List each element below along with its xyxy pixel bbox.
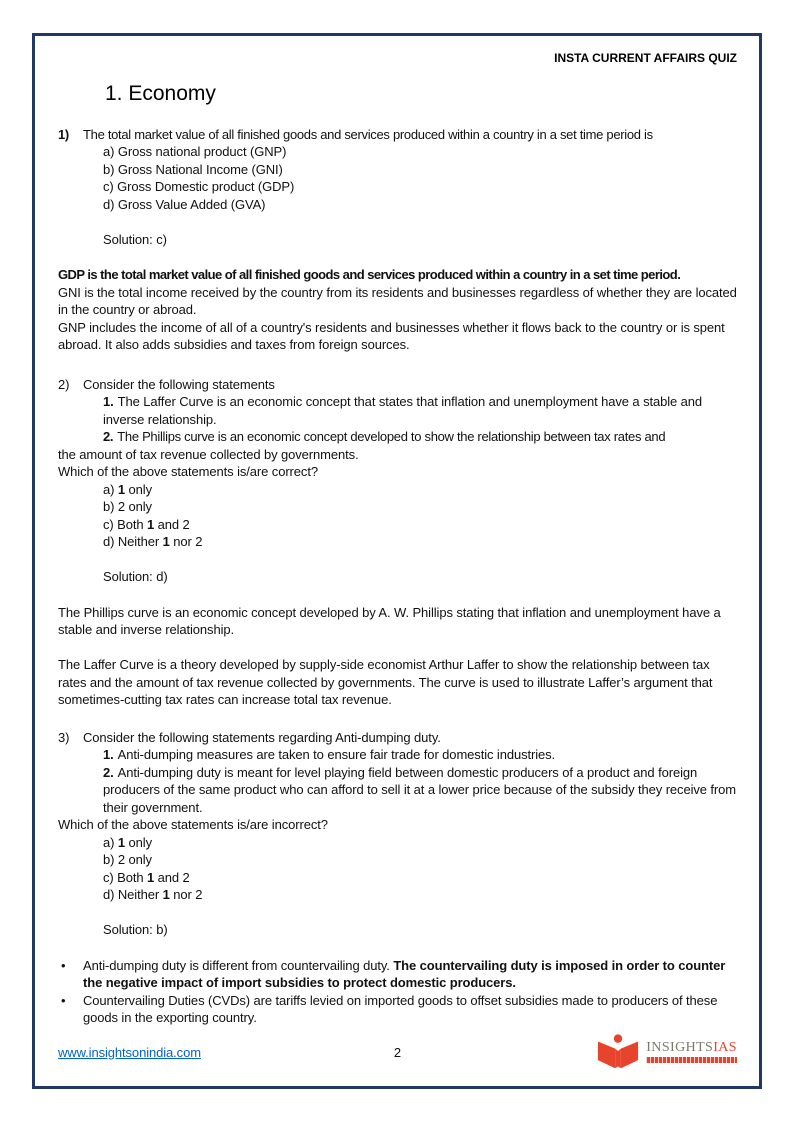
statement-2-number: 2. — [103, 429, 114, 444]
option-text: and 2 — [154, 869, 190, 885]
question-2-solution: Solution: d) — [103, 569, 168, 584]
question-1-number: 1) — [58, 126, 69, 142]
option-bold: 1 — [162, 534, 170, 549]
question-2-statement-2-line-1 — [58, 428, 737, 446]
explanation-2-phillips: The Phillips curve is an economic concept developed by A. W. Phillips stating that inflation and unemployment have a stable and inverse relationship. — [58, 604, 721, 637]
option-text: and 2 — [154, 516, 190, 532]
notes-list — [58, 957, 737, 1027]
question-1-solution: Solution: c) — [103, 231, 167, 247]
question-3-solution: Solution: b) — [103, 922, 168, 937]
question-3-text: Consider the following statements regarding Anti-dumping duty. — [83, 729, 441, 745]
option-text: a) — [103, 481, 118, 497]
explanation-2-laffer: The Laffer Curve is a theory developed by supply-side economist Arthur Laffer to show the relationship between tax rates and the amount of tax revenue collected by governments. The curve is used to illustrate Laffer’s argument that sometimes-cutting tax rates can increase total tax revenue. — [58, 657, 713, 707]
option-bold: 1 — [117, 834, 126, 850]
page-number: 2 — [393, 1044, 402, 1060]
option-text: only — [125, 834, 152, 850]
note-item-2 — [58, 992, 737, 1027]
question-3-statement-1 — [58, 746, 737, 764]
document-header-title: INSTA CURRENT AFFAIRS QUIZ — [554, 51, 737, 65]
question-3-option-c — [58, 869, 737, 887]
statement-2-text: Anti-dumping duty is meant for level playing field between domestic producers of a product and foreign producers of the same product who can afford to sell it at a lower price because of the subsidy they receive from their government. — [103, 764, 737, 815]
page-border-frame — [32, 33, 762, 1089]
question-2-text: Consider the following statements — [83, 376, 275, 392]
logo-text-insights: INSIGHTS — [646, 1040, 714, 1055]
question-2-number: 2) — [58, 376, 70, 392]
option-text: only — [125, 481, 152, 497]
insightsias-logo — [597, 1033, 737, 1071]
question-2-statement-2-line-2: the amount of tax revenue collected by governments. — [58, 446, 359, 462]
option-text: b) 2 only — [103, 499, 152, 514]
statement-2-text-line1: The Phillips curve is an economic concept developed to show the relationship between tax rates and — [117, 429, 666, 444]
note-text: Anti-dumping duty is different from countervailing duty. — [83, 957, 394, 973]
statement-1-number: 1. — [103, 394, 114, 409]
explanation-1-gnp: GNP includes the income of all of a country's residents and businesses whether it flows back to the country or is spent abroad. It also adds subsidies and taxes from foreign sources. — [58, 319, 725, 352]
explanation-1-gni: GNI is the total income received by the country from its residents and businesses regardless of whether they are located in the country or abroad. — [58, 284, 737, 317]
question-1-option-b: b) Gross National Income (GNI) — [103, 161, 283, 177]
logo-text-ias: IAS — [713, 1040, 737, 1055]
option-bold: 1 — [162, 887, 170, 902]
question-3-which-line: Which of the above statements is/are incorrect? — [58, 817, 328, 832]
logo-wordmark — [646, 1041, 737, 1055]
option-text: a) — [103, 834, 118, 850]
option-text: b) 2 only — [103, 852, 152, 867]
question-1 — [58, 126, 737, 144]
question-1-option-a: a) Gross national product (GNP) — [103, 144, 287, 159]
explanation-1-bold-line: GDP is the total market value of all finished goods and services produced within a country in a set time period. — [58, 267, 681, 282]
statement-1-number: 1. — [103, 747, 114, 762]
option-text: nor 2 — [169, 534, 203, 549]
question-2-which-line: Which of the above statements is/are correct? — [58, 464, 318, 479]
statement-1-text: Anti-dumping measures are taken to ensure fair trade for domestic industries. — [117, 747, 556, 762]
question-2 — [58, 376, 737, 394]
question-2-option-c — [58, 516, 737, 534]
insightsias-book-icon — [597, 1033, 639, 1071]
question-3 — [58, 729, 737, 747]
question-2-option-d — [58, 533, 737, 551]
logo-tagline-bar — [646, 1057, 737, 1063]
option-text: d) Neither — [103, 534, 163, 549]
question-3-number: 3) — [58, 729, 70, 745]
page-footer — [58, 1032, 737, 1072]
note-text: Countervailing Duties (CVDs) are tariffs levied on imported goods to offset subsidies made to producers of these goods in the exporting country. — [83, 992, 718, 1025]
option-text: c) Both — [103, 869, 147, 885]
question-2-option-a — [58, 481, 737, 499]
statement-2-number: 2. — [103, 764, 114, 780]
question-3-option-d — [58, 886, 737, 904]
statement-1-text: The Laffer Curve is an economic concept that states that inflation and unemployment have a stable and inverse relationship. — [103, 394, 703, 427]
option-bold: 1 — [147, 869, 155, 885]
question-2-statement-1 — [58, 393, 737, 428]
option-bold: 1 — [147, 516, 155, 532]
option-text: nor 2 — [169, 887, 203, 902]
question-1-option-c: c) Gross Domestic product (GDP) — [103, 179, 295, 194]
question-3-option-b — [58, 851, 737, 869]
question-1-option-d: d) Gross Value Added (GVA) — [103, 196, 266, 212]
option-bold: 1 — [117, 481, 126, 497]
page-content — [58, 36, 737, 1027]
question-3-statement-2 — [58, 764, 737, 817]
option-text: c) Both — [103, 516, 147, 532]
logo-text-block — [646, 1041, 737, 1063]
option-text: d) Neither — [103, 887, 163, 902]
question-3-option-a — [58, 834, 737, 852]
question-1-text: The total market value of all finished goods and services produced within a country in a set time period is — [83, 126, 653, 142]
question-2-option-b — [58, 498, 737, 516]
note-item-1 — [58, 957, 737, 992]
section-title: 1. Economy — [105, 81, 216, 105]
note-bold-text: The countervailing duty is imposed in order to counter the negative impact of import subsidies to protect domestic producers. — [83, 957, 726, 990]
website-link[interactable]: www.insightsonindia.com — [58, 1044, 201, 1060]
